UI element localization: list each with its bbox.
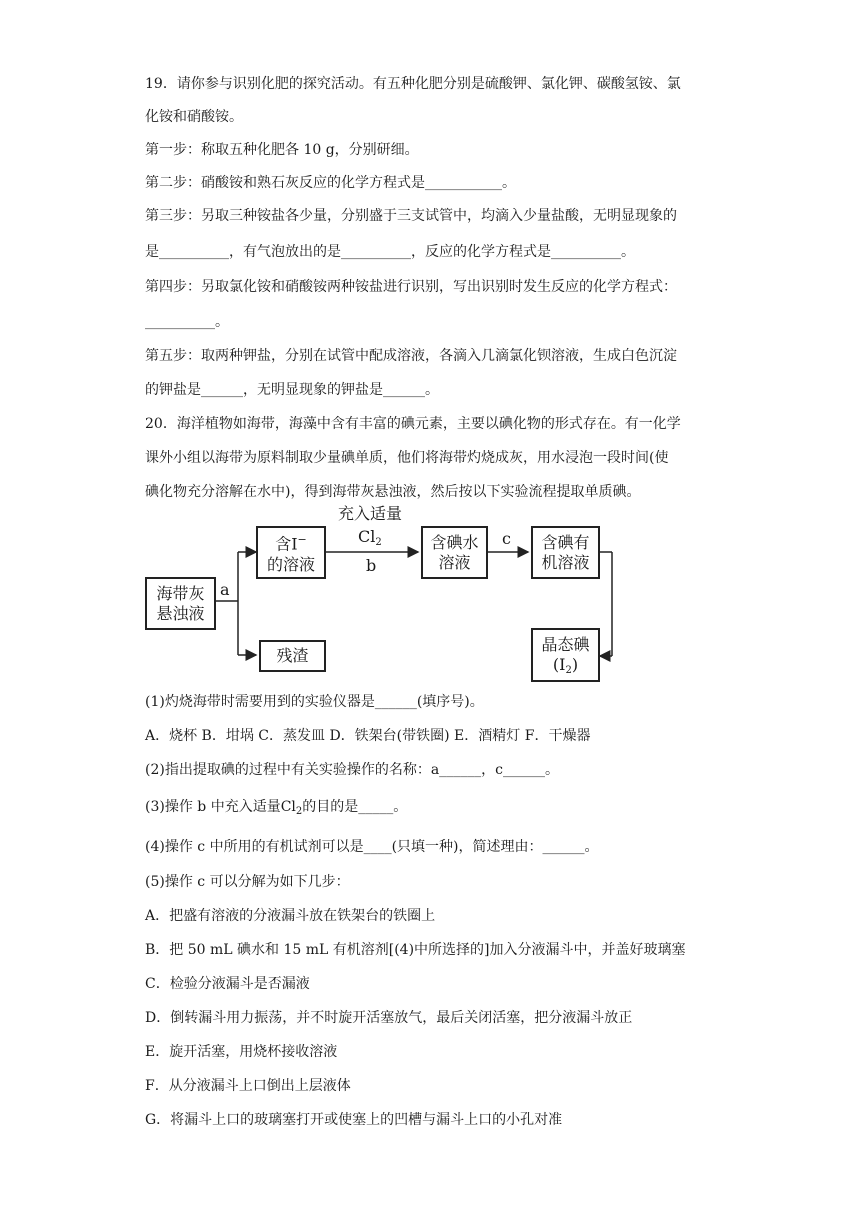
q20-step-g: G．将漏斗上口的玻璃塞打开或使塞上的凹槽与漏斗上口的小孔对准: [145, 1112, 563, 1128]
q20-part2: (2)指出提取碘的过程中有关实验操作的名称：a______，c______。: [145, 762, 560, 778]
q20-part3: (3)操作 b 中充入适量$Cl_2$的目的是_____。: [145, 799, 408, 817]
box-iodide-text2: 的溶液: [266, 554, 315, 574]
q19-step4-line2: __________。: [145, 314, 229, 330]
q19-step3-line1: 第三步：另取三种铵盐各少量，分别盛于三支试管中，均滴入少量盐酸，无明显现象的: [145, 208, 677, 224]
box-crystal-text1: 晶态碘: [541, 635, 590, 654]
box-residue: [259, 640, 326, 672]
box-iodide-solution: [256, 526, 326, 579]
q19-step3-line2: 是__________，有气泡放出的是__________，反应的化学方程式是__________。: [145, 244, 635, 260]
q20-part5: (5)操作 c 可以分解为如下几步：: [145, 874, 350, 890]
q20-step-f: F．从分液漏斗上口倒出上层液体: [145, 1078, 351, 1094]
q20-intro-line1: 20．海洋植物如海带，海藻中含有丰富的碘元素，主要以碘化物的形式存在。有一化学: [145, 416, 681, 432]
q20-part4: (4)操作 c 中所用的有机试剂可以是____(只填一种)，简述理由：______。: [145, 839, 599, 855]
box-residue-text: 残渣: [276, 646, 309, 665]
q19-step4-line1: 第四步：另取氯化铵和硝酸铵两种铵盐进行识别，写出识别时发生反应的化学方程式：: [145, 279, 677, 295]
box-organic-solution: [531, 526, 600, 579]
q20-options: A．烧杯 B．坩埚 C．蒸发皿 D．铁架台(带铁圈) E．酒精灯 F．干燥器: [145, 728, 591, 744]
label-cl2: $Cl_2$: [358, 527, 382, 548]
q20-step-e: E．旋开活塞，用烧杯接收溶液: [145, 1044, 338, 1060]
q20-intro-line3: 碘化物充分溶解在水中)，得到海带灰悬浊液，然后按以下实验流程提取单质碘。: [145, 484, 641, 500]
label-c: c: [502, 529, 511, 548]
q20-part1: (1)灼烧海带时需要用到的实验仪器是______(填序号)。: [145, 694, 484, 710]
box-organic-text2: 机溶液: [541, 552, 590, 572]
box-iodine-water-text2: 溶液: [438, 552, 471, 572]
label-b: b: [366, 556, 377, 575]
box-organic-text1: 含碘有: [541, 532, 590, 552]
q19-step2: 第二步：硝酸铵和熟石灰反应的化学方程式是___________。: [145, 175, 516, 191]
q19-step5-line2: 的钾盐是______，无明显现象的钾盐是______。: [145, 382, 439, 398]
q20-step-c: C．检验分液漏斗是否漏液: [145, 976, 310, 992]
q20-step-a: A．把盛有溶液的分液漏斗放在铁架台的铁圈上: [145, 908, 436, 924]
label-a: a: [220, 580, 230, 599]
q19-intro-line2: 化铵和硝酸铵。: [145, 109, 243, 125]
box-seaweed-text2: 悬浊液: [156, 603, 205, 623]
box-seaweed-text1: 海带灰: [156, 583, 205, 603]
q20-step-b: B．把 50 mL 碘水和 15 mL 有机溶剂[(4)中所选择的]加入分液漏斗中，并盖好玻璃塞: [145, 942, 686, 958]
box-crystal-text2: $(I_2)$: [552, 655, 579, 676]
q20-intro-line2: 课外小组以海带为原料制取少量碘单质，他们将海带灼烧成灰，用水浸泡一段时间(使: [145, 450, 669, 466]
q20-step-d: D．倒转漏斗用力振荡，并不时旋开活塞放气，最后关闭活塞，把分液漏斗放正: [145, 1010, 633, 1026]
label-fill-appropriate: 充入适量: [338, 504, 403, 523]
q19-step1: 第一步：称取五种化肥各 10 g，分别研细。: [145, 142, 419, 158]
box-iodine-water-text1: 含碘水: [430, 532, 479, 552]
box-iodide-text1: 含I−: [275, 533, 307, 554]
box-iodine-water: [421, 526, 488, 579]
box-crystal-iodine: [531, 628, 600, 682]
box-seaweed-suspension: [145, 577, 216, 630]
q19-intro-line1: 19．请你参与识别化肥的探究活动。有五种化肥分别是硫酸钾、氯化钾、碳酸氢铵、氯: [145, 76, 681, 92]
q19-step5-line1: 第五步：取两种钾盐，分别在试管中配成溶液，各滴入几滴氯化钡溶液，生成白色沉淀: [145, 348, 677, 364]
